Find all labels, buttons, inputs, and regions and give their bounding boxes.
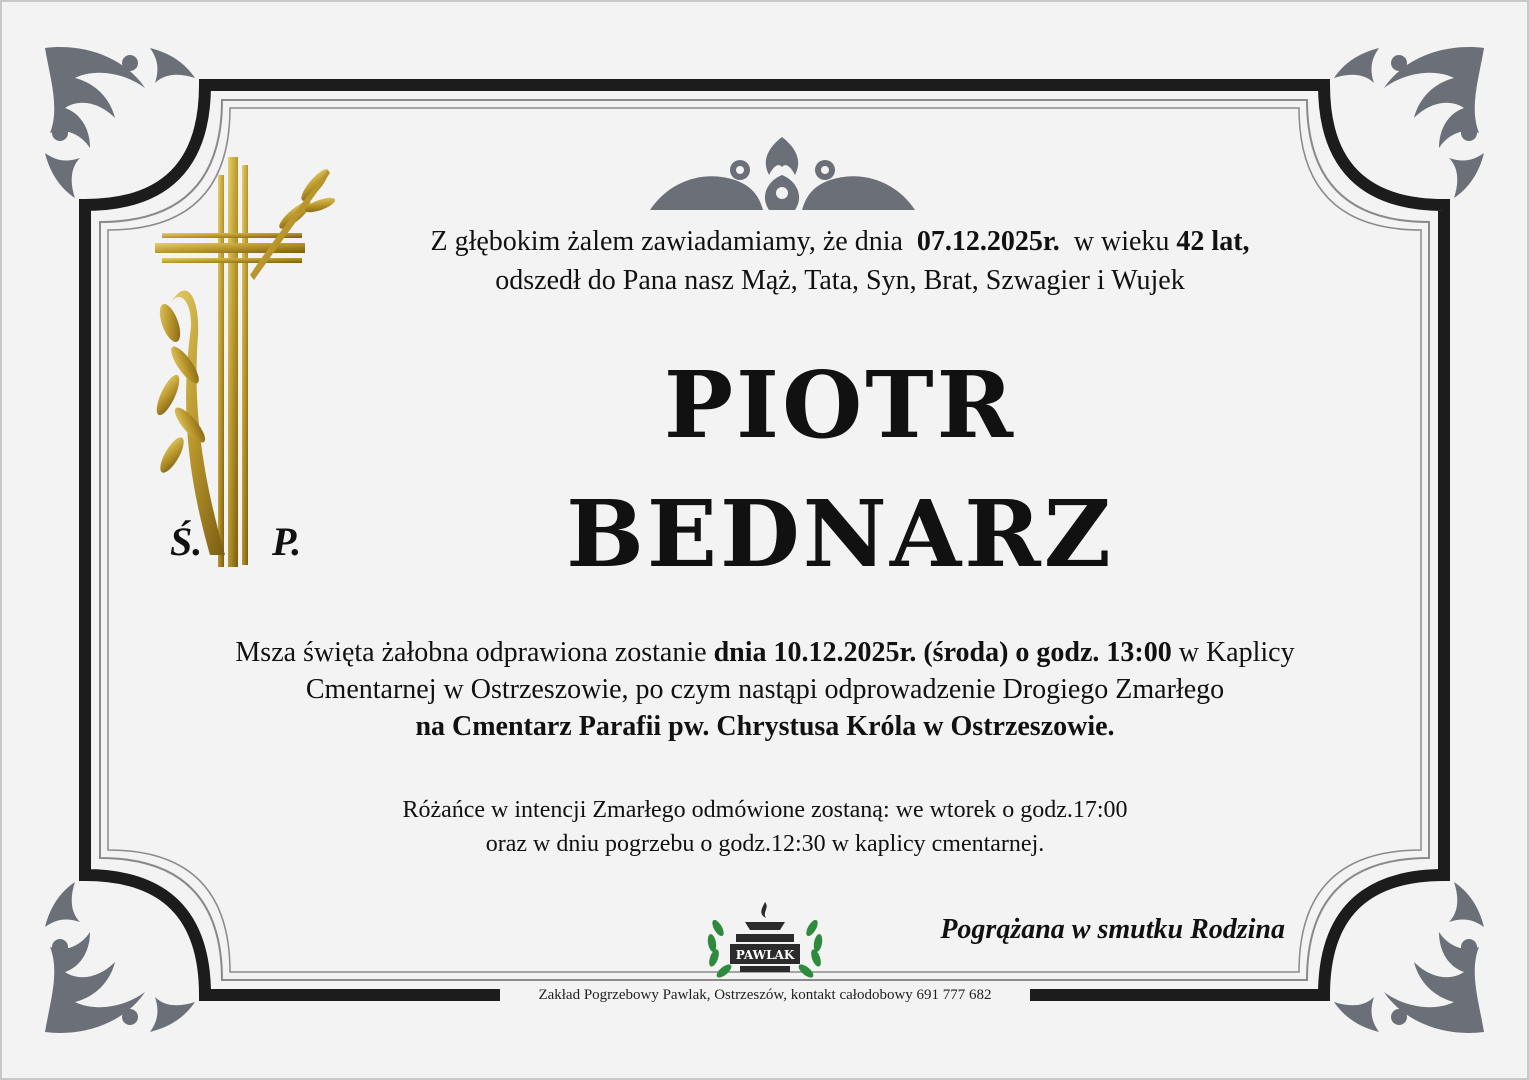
rosary-line-2: oraz w dniu pogrzebu o godz.12:30 w kaplicy cmentarnej. [485,831,1045,857]
intro-line-2: odszedł do Pana nasz Mąż, Tata, Syn, Brat, Szwagier i Wujek [495,265,1185,296]
deceased-first-name: PIOTR [663,351,1017,459]
funeral-home-footer: Zakład Pogrzebowy Pawlak, Ostrzeszów, kontakt całodobowy 691 777 682 [500,984,1030,1006]
mass-datetime: dnia 10.12.2025r. (środa) o godz. 13:00 [713,637,1172,668]
mass-line-2: Cmentarnej w Ostrzeszowie, po czym nastąpi odprowadzenie Drogiego Zmarłego [305,674,1225,705]
funeral-mass-info [130,634,1400,745]
logo-text: PAWLAK [735,948,795,962]
corner-ornament-icon [1324,872,1494,1042]
sp-s-letter: Ś. [170,519,203,564]
death-date: 07.12.2025r. [916,226,1060,257]
sp-p-letter: P. [272,519,302,564]
cemetery-name: na Cmentarz Parafii pw. Chrystusa Króla w Ostrzeszowie. [415,711,1115,742]
age-value: 42 lat, [1176,226,1250,257]
deceased-last-name: BEDNARZ [566,480,1114,588]
mass-line-3 [130,708,1400,745]
rosary-line-1: Różańce w intencji Zmarłego odmówione zostaną: we wtorek o godz.17:00 [402,797,1128,823]
pawlak-logo-icon [700,898,830,988]
announcement-intro [300,222,1380,300]
mass-place-start: w Kaplicy [1178,637,1295,668]
intro-line-1 [300,222,1380,261]
intro-text: Z głębokim żalem zawiadamiamy, że dnia [430,226,903,257]
corner-ornament-icon [35,872,205,1042]
mass-text: Msza święta żałobna odprawiona zostanie [235,637,707,668]
family-signature: Pogrążana w smutku Rodzina [940,914,1285,945]
mass-line-1 [130,634,1400,671]
intro-age-label: w wieku [1073,226,1170,257]
corner-ornament-icon [1324,38,1494,208]
rosary-info [300,793,1230,861]
top-ornament-icon [645,135,920,215]
